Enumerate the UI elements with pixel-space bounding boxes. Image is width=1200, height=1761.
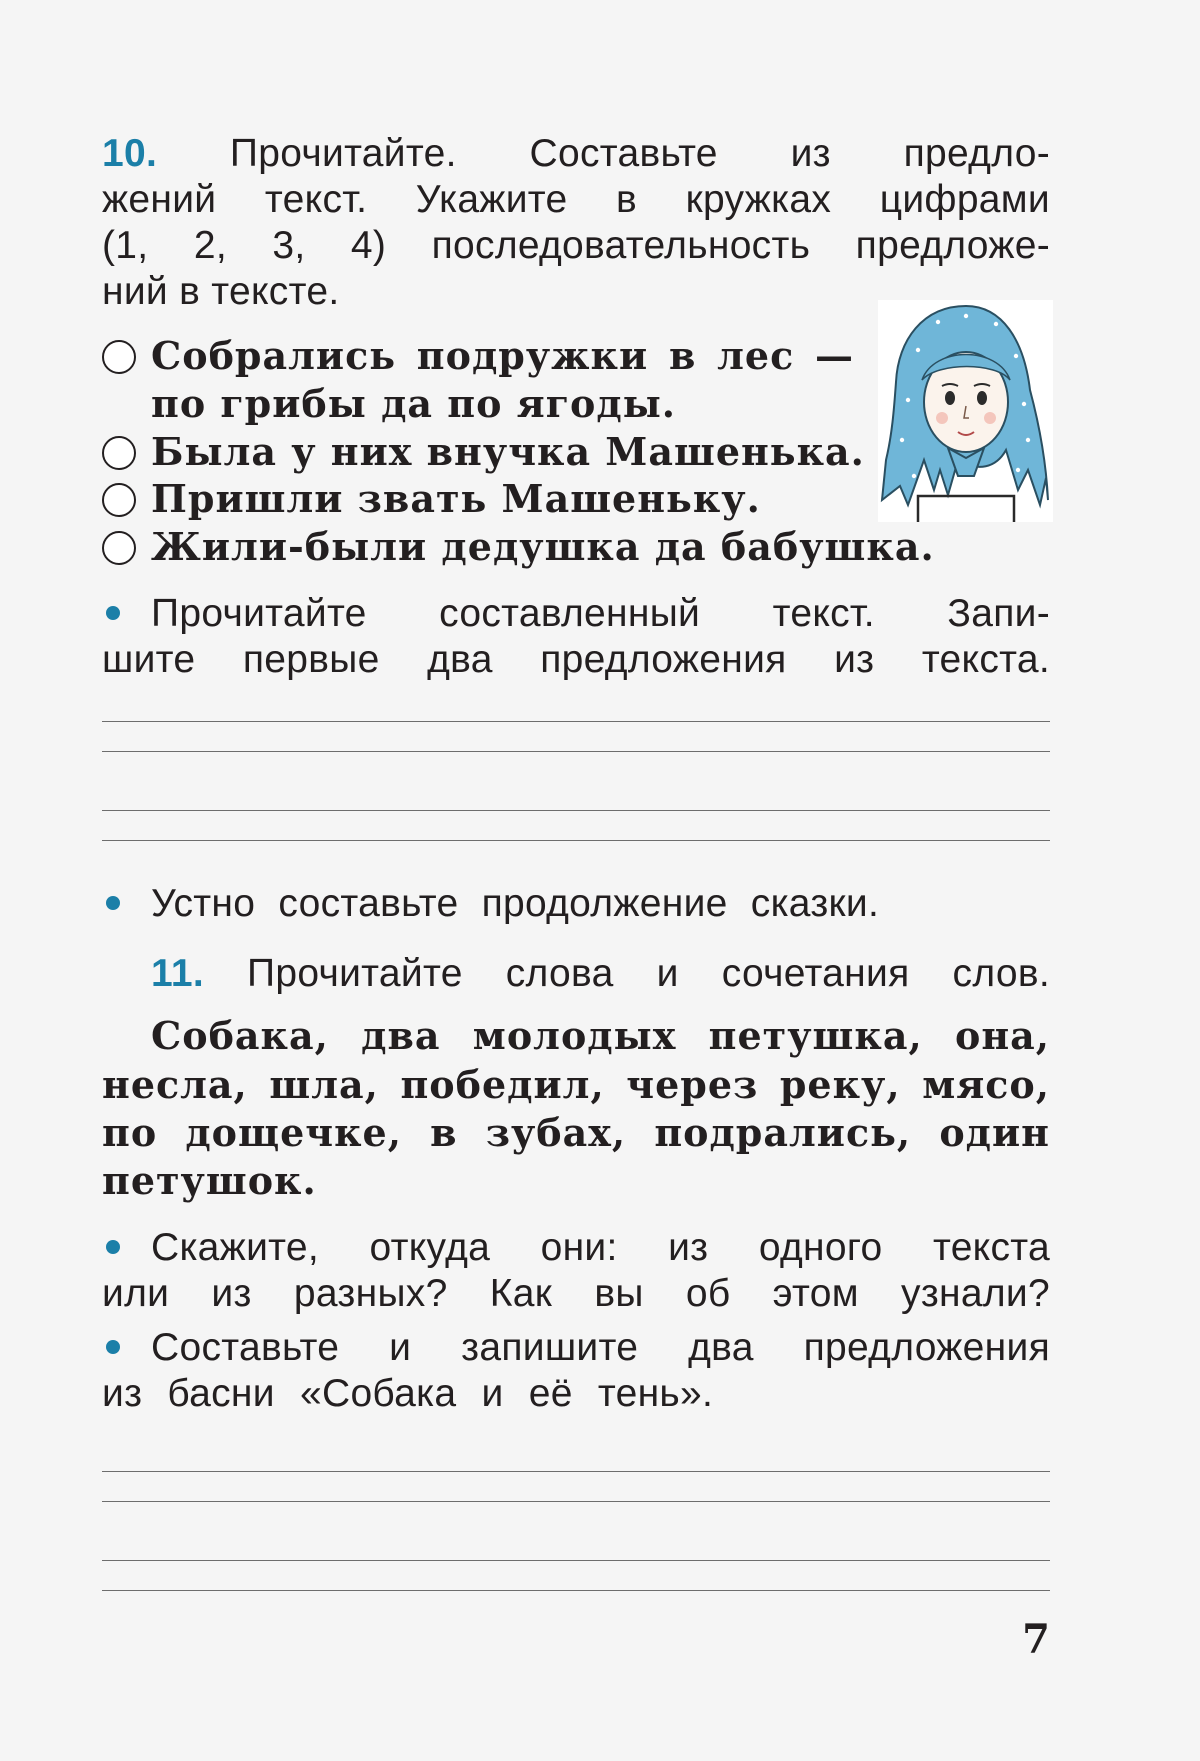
task-11-2-line-1: Составьте и запишите два предложения — [151, 1326, 1050, 1369]
page-number: 7 — [1022, 1616, 1050, 1663]
girl-in-headscarf-icon — [878, 300, 1053, 522]
bullet-marker — [106, 1240, 120, 1254]
answer-circle-1[interactable] — [102, 340, 136, 374]
writing-line[interactable] — [102, 1590, 1050, 1591]
task-10-1-line-2: шите первые два предложения из текста. — [102, 638, 1050, 681]
answer-circle-3[interactable] — [102, 483, 136, 517]
sentence-4: Жили-были дедушка да бабушка. — [151, 524, 935, 569]
exercise-10-line-2: жений текст. Укажите в кружках цифрами — [102, 178, 1050, 221]
bullet-marker — [106, 896, 120, 910]
bullet-marker — [106, 606, 120, 620]
words-line-3: по дощечке, в зубах, подрались, один — [102, 1110, 1050, 1155]
writing-line[interactable] — [102, 1501, 1050, 1502]
sentence-1: Собрались подружки в лес — — [151, 333, 854, 378]
bullet-marker — [106, 1340, 120, 1354]
task-11-2-line-2: из басни «Собака и её тень». — [102, 1372, 714, 1415]
task-10-1-line-1: Прочитайте составленный текст. Запи- — [151, 592, 1050, 635]
writing-line[interactable] — [102, 1471, 1050, 1472]
exercise-10-line-1: 10. Прочитайте. Составьте из предло- — [102, 132, 1051, 175]
writing-line[interactable] — [102, 751, 1050, 752]
writing-line[interactable] — [102, 721, 1050, 722]
words-line-1: Собака, два молодых петушка, она, — [151, 1013, 1050, 1058]
answer-circle-4[interactable] — [102, 531, 136, 565]
answer-circle-2[interactable] — [102, 436, 136, 470]
words-line-2: несла, шла, победил, через реку, мясо, — [102, 1062, 1050, 1107]
exercise-11-instruction: 11. Прочитайте слова и сочетания слов. — [151, 952, 1050, 995]
exercise-10-line-3: (1, 2, 3, 4) последовательность предложе- — [102, 224, 1050, 267]
writing-line[interactable] — [102, 1560, 1050, 1561]
exercise-11-number: 11. — [151, 952, 204, 995]
exercise-10-line-4: ний в тексте. — [102, 270, 340, 313]
sentence-2: Была у них внучка Машенька. — [151, 429, 865, 474]
task-11-1-line-1: Скажите, откуда они: из одного текста — [151, 1226, 1050, 1269]
sentence-1-cont: по грибы да по ягоды. — [151, 381, 677, 426]
writing-line[interactable] — [102, 810, 1050, 811]
words-line-4: петушок. — [102, 1158, 317, 1203]
task-11-1-line-2: или из разных? Как вы об этом узнали? — [102, 1272, 1050, 1315]
exercise-10-number: 10. — [102, 132, 158, 175]
writing-line[interactable] — [102, 840, 1050, 841]
task-10-2: Устно составьте продолжение сказки. — [151, 882, 880, 925]
sentence-3: Пришли звать Машеньку. — [151, 476, 761, 521]
